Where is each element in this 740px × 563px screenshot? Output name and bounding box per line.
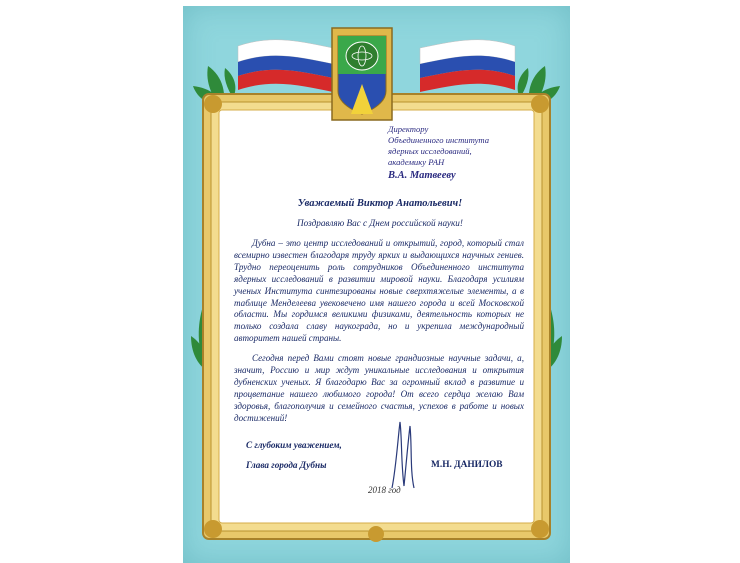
addressee-line: ядерных исследований,	[388, 146, 472, 156]
greeting: Поздравляю Вас с Днем российской науки!	[297, 218, 463, 228]
right-flag-icon	[420, 40, 515, 92]
addressee-line: Директору	[388, 124, 429, 134]
left-flag-icon	[238, 40, 333, 92]
addressee-line: Объединенного института	[388, 135, 490, 145]
signatory-name: М.Н. ДАНИЛОВ	[431, 460, 503, 470]
addressee-name: В.А. Матвееву	[388, 170, 456, 181]
addressee-block	[388, 124, 538, 181]
addressee-line: академику РАН	[388, 157, 445, 167]
body-paragraph: Сегодня перед Вами стоят новые грандиозные научные задачи, а, значит, Россию и мир ждут уникальные исследования и открытия дубненских ученых. Я благодарю Вас за огромный вклад в развитие и процветание нашего любимого города! От всего сердца желаю Вам здоровья, благополучия и семейного счастья, успехов в работе и новых достижений!	[234, 353, 524, 423]
signature-icon	[388, 418, 418, 490]
salutation: Уважаемый Виктор Анатольевич!	[297, 198, 463, 209]
closing: С глубоким уважением,	[246, 440, 342, 450]
letter-date: 2018 год	[368, 485, 401, 495]
letter-body	[222, 100, 538, 495]
signer-position: Глава города Дубны	[246, 460, 327, 470]
body-paragraph: Дубна – это центр исследований и открытий, город, который стал всемирно известен благодаря труду ярких и выдающихся научных гениев. Трудно переоценить роль сотрудников Объединенного института ядерных исследований в развитии мировой науки. Благодаря усилиям ученых Института синтезированы новые сверхтяжелые элементы, а в таблице Менделеева увековечено имя нашего города и всей Московской области. Мы гордимся великими физиками, деятельность которых не только создала славу наукограда, но и укрепила международный авторитет нашей страны.	[234, 238, 524, 344]
